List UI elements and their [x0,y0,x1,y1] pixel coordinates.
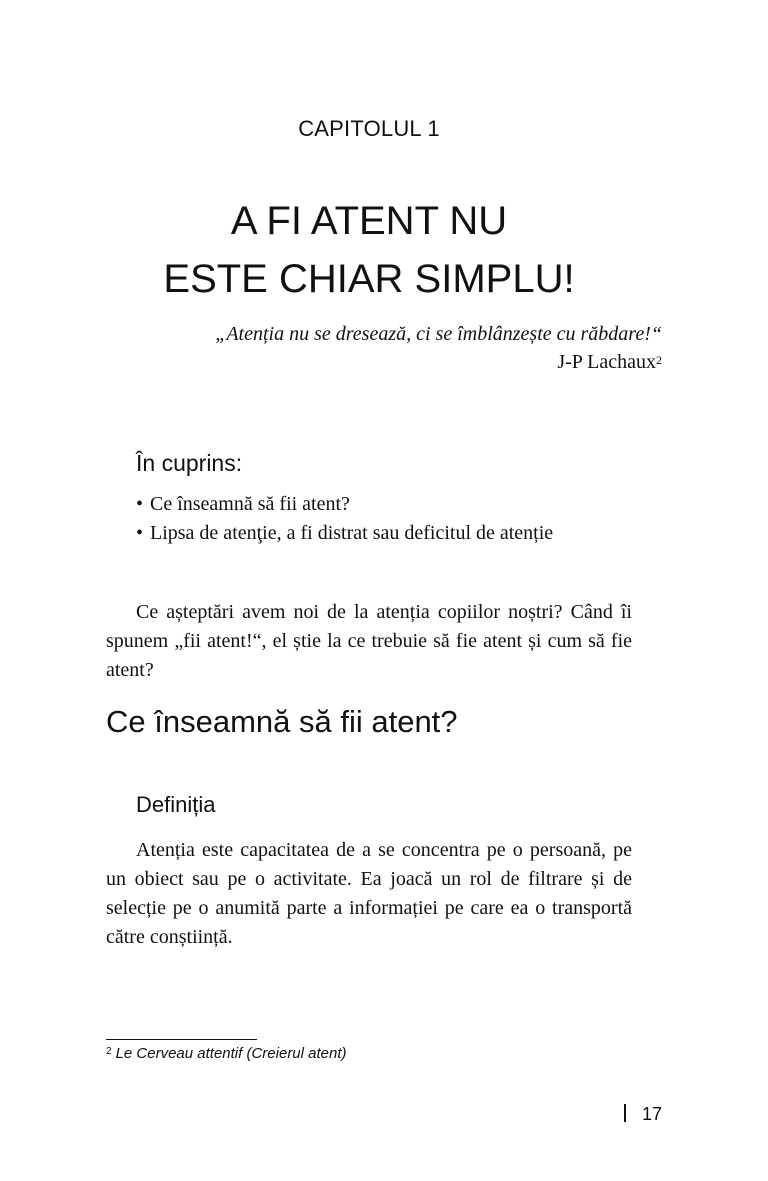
footnote-divider [106,1039,257,1040]
contents-item-label: Lipsa de atenţie, a fi distrat sau deficitul de atenție [150,522,554,544]
contents-item[interactable] [136,490,553,519]
contents-list [136,490,553,548]
epigraph [215,320,662,376]
epigraph-author: J-P Lachaux [557,351,656,373]
chapter-title-line-2: ESTE CHIAR SIMPLU! [163,257,575,301]
section-heading: Ce înseamnă să fii atent? [106,704,458,739]
chapter-title-line-1: A FI ATENT NU [230,199,508,243]
contents-heading: În cuprins: [136,450,243,476]
footnote-text: Le Cerveau attentif (Creierul atent) [115,1045,347,1062]
footnote [106,1045,347,1062]
chapter-title [0,192,738,308]
page-number-divider [624,1104,626,1122]
contents-item-label: Ce înseamnă să fii atent? [150,493,350,515]
definition-paragraph-text: Atenția este capacitatea de a se concentra pe o persoană, pe un obiect sau pe o activitate. Ea joacă un rol de filtrare și de selecție pe o anumită parte a informației pe care ea o transportă către conștiință. [106,839,632,948]
intro-paragraph [106,598,632,685]
epigraph-quote: „Atenția nu se dresează, ci se îmblânzește cu răbdare!“ [215,323,662,345]
intro-paragraph-text: Ce așteptări avem noi de la atenția copiilor noștri? Când îi spunem „fii atent!“, el știe la ce trebuie să fie atent și cum să fie atent? [106,601,632,681]
footnote-marker: 2 [106,1046,112,1057]
contents-item[interactable] [136,519,553,548]
definition-paragraph [106,836,632,952]
chapter-label: CAPITOLUL 1 [298,116,440,141]
footnote-reference[interactable]: 2 [656,353,662,367]
bullet-icon: • [136,493,144,515]
page-number-value: 17 [642,1104,663,1124]
page-number [624,1104,662,1125]
subsection-heading: Definiția [136,792,216,817]
epigraph-attribution [215,348,662,376]
bullet-icon: • [136,522,144,544]
